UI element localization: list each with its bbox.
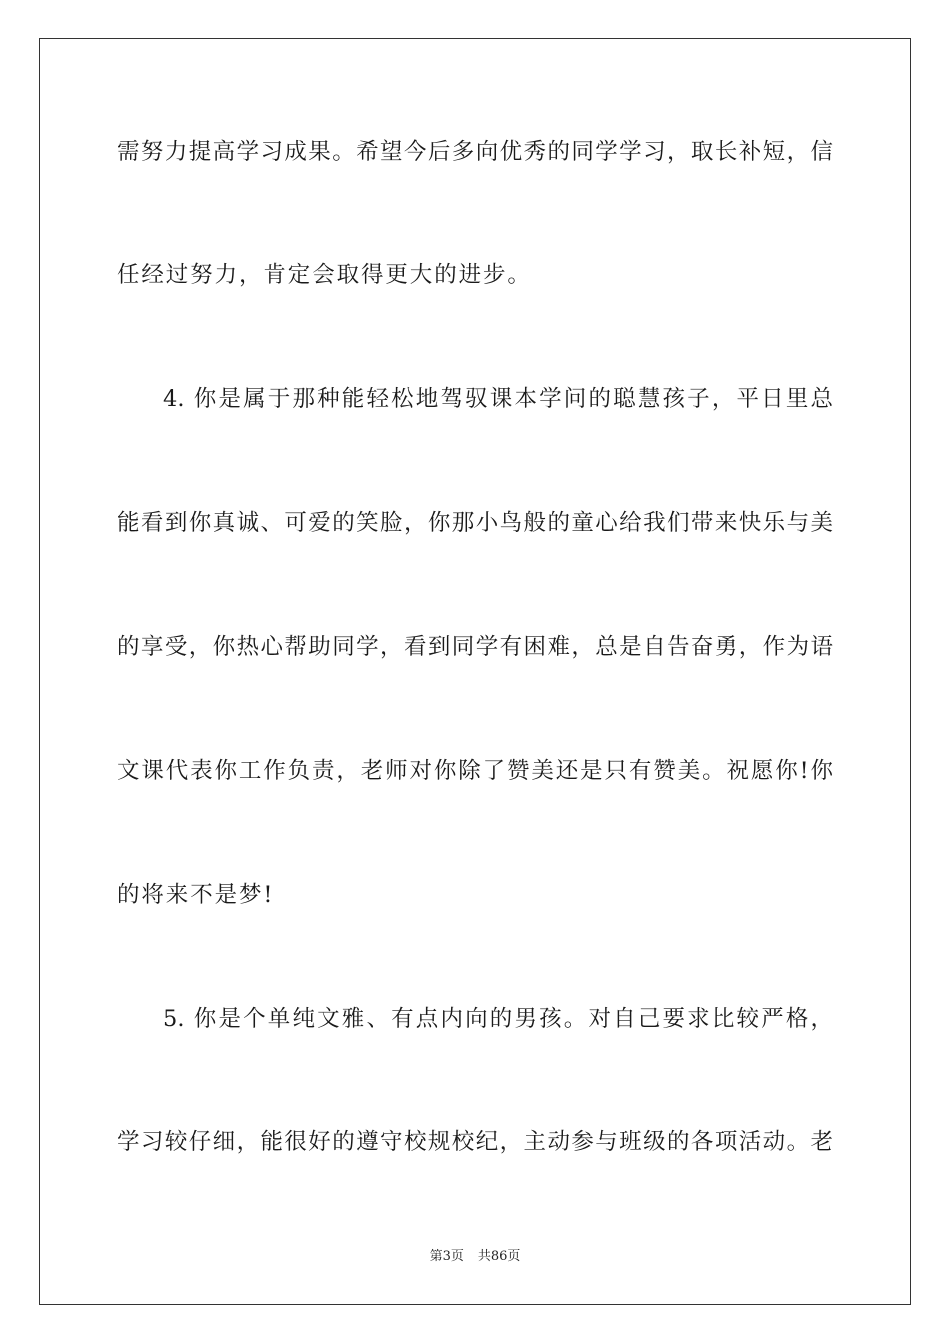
page-total: 共86页 [477, 1249, 521, 1264]
page-footer [0, 1248, 950, 1266]
page-frame [39, 38, 911, 1305]
text-line-9: 学习较仔细，能很好的遵守校规校纪，主动参与班级的各项活动。老 [117, 1129, 833, 1155]
text-line-2: 任经过努力，肯定会取得更大的进步。 [117, 262, 532, 288]
text-line-7: 的将来不是梦! [117, 882, 275, 908]
text-line-8: 5. 你是个单纯文雅、有点内向的男孩。对自己要求比较严格， [163, 1006, 833, 1032]
text-line-6: 文课代表你工作负责，老师对你除了赞美还是只有赞美。祝愿你!你 [117, 758, 833, 784]
text-line-4: 能看到你真诚、可爱的笑脸，你那小鸟般的童心给我们带来快乐与美 [117, 510, 833, 536]
text-line-1: 需努力提高学习成果。希望今后多向优秀的同学学习，取长补短，信 [117, 139, 833, 165]
text-line-5: 的享受，你热心帮助同学，看到同学有困难，总是自告奋勇，作为语 [117, 634, 833, 660]
page-number: 第3页 [429, 1249, 464, 1264]
text-line-3: 4. 你是属于那种能轻松地驾驭课本学问的聪慧孩子，平日里总 [163, 386, 833, 412]
